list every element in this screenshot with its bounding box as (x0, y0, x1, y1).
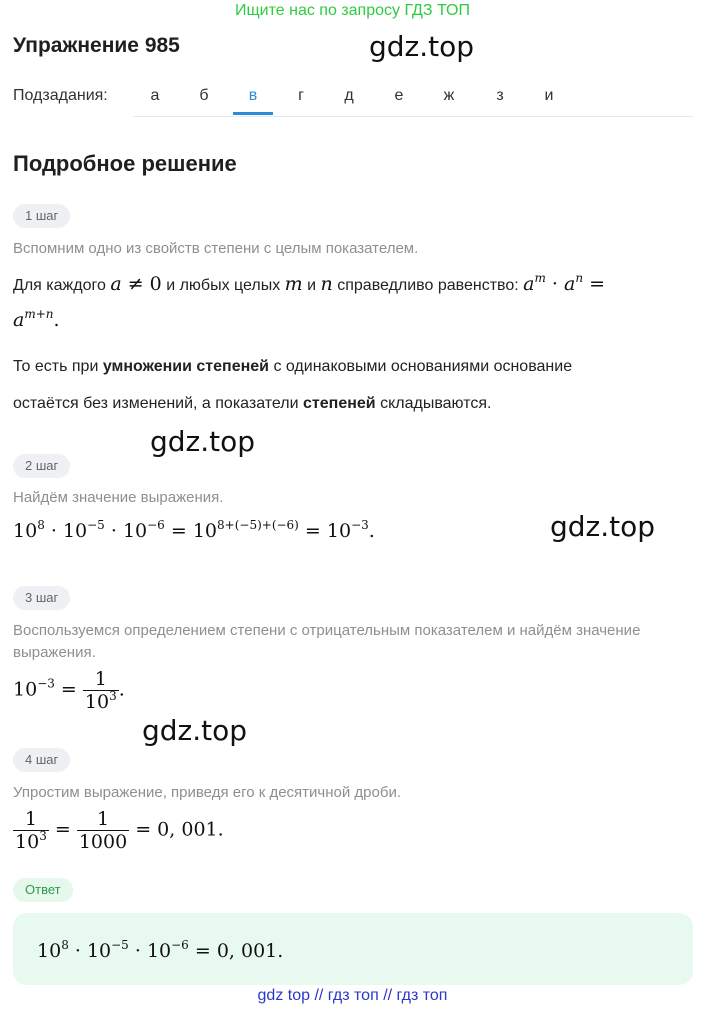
formula-power-rule-right: $a^{m+n}$. (13, 307, 60, 331)
formula-a-neq-0: a ≠ 0 (110, 273, 162, 295)
tab-v[interactable]: в (233, 78, 273, 115)
step-1-paragraph-line-2 (13, 392, 693, 416)
step-4-badge: 4 шаг (13, 748, 70, 772)
tab-zh[interactable]: ж (443, 87, 455, 104)
step-2-hint: Найдём значение выражения. (13, 489, 224, 506)
tab-i[interactable]: и (544, 87, 554, 104)
step-1-text-a: Для каждого (13, 277, 106, 294)
search-banner[interactable]: Ищите нас по запросу ГДЗ ТОП (235, 2, 470, 19)
tab-g[interactable]: г (298, 87, 304, 104)
para-text-c: с одинаковыми основаниями основание (273, 358, 573, 375)
tab-b[interactable]: б (199, 87, 209, 104)
step-1-text-c: и (307, 277, 317, 294)
step-1-text-d: справедливо равенство: (337, 277, 519, 294)
watermark: gdz.top (150, 425, 256, 458)
tab-d[interactable]: д (344, 87, 354, 104)
footer-links[interactable]: gdz top // гдз топ // гдз топ (257, 987, 448, 1004)
step-1-badge: 1 шаг (13, 204, 70, 228)
formula-m: m (284, 273, 303, 295)
tab-e[interactable]: е (394, 87, 404, 104)
section-title: Подробное решение (13, 151, 237, 176)
step-4-hint: Упростим выражение, приведя его к десятичной дроби. (13, 784, 401, 801)
formula-power-rule-left: $a^m \cdot a^n$ = (523, 271, 606, 295)
step-1-statement (13, 272, 693, 298)
para-text-d: остаётся без изменений, а показатели (13, 395, 299, 412)
step-3-badge: 3 шаг (13, 586, 70, 610)
subtasks-label: Подзадания: (13, 87, 108, 104)
subtasks-tabs (133, 78, 693, 117)
watermark: gdz.top (142, 714, 248, 747)
step-1-hint: Вспомним одно из свойств степени с целым показателем. (13, 240, 419, 257)
step-4-formula: $\frac{1}{10^3}$ = $\frac{1}{1000}$ = 0, 001. (15, 808, 224, 853)
formula-n: n (320, 273, 333, 295)
watermark: gdz.top (369, 30, 475, 63)
watermark: gdz.top (550, 510, 656, 543)
para-bold-powers: степеней (303, 395, 376, 412)
para-bold-multiplication: умножении степеней (102, 358, 269, 375)
step-2-formula: $10^8 \cdot 10^{-5} \cdot 10^{-6} = 10^{8+(-5)+(-6)} = 10^{-3}$. (13, 518, 375, 542)
step-2-badge: 2 шаг (13, 454, 70, 478)
tab-a[interactable]: а (150, 87, 160, 104)
para-text-f: складываются. (380, 395, 492, 412)
step-3-hint: Воспользуемся определением степени с отрицательным показателем и найдём значение выражения. (13, 622, 641, 661)
step-3-formula: $10^{-3}$ = $\frac{1}{10^3}$ . (13, 668, 125, 713)
step-1-formula-cont (13, 308, 60, 334)
tab-z[interactable]: з (496, 87, 504, 104)
answer-formula: $10^8 \cdot 10^{-5} \cdot 10^{-6} = 0$, 001. (37, 938, 284, 962)
page-title: Упражнение 985 (13, 34, 180, 57)
answer-badge: Ответ (13, 878, 73, 902)
para-text-a: То есть при (13, 358, 99, 375)
step-1-text-b: и любых целых (166, 277, 281, 294)
step-1-paragraph-line-1 (13, 355, 693, 379)
